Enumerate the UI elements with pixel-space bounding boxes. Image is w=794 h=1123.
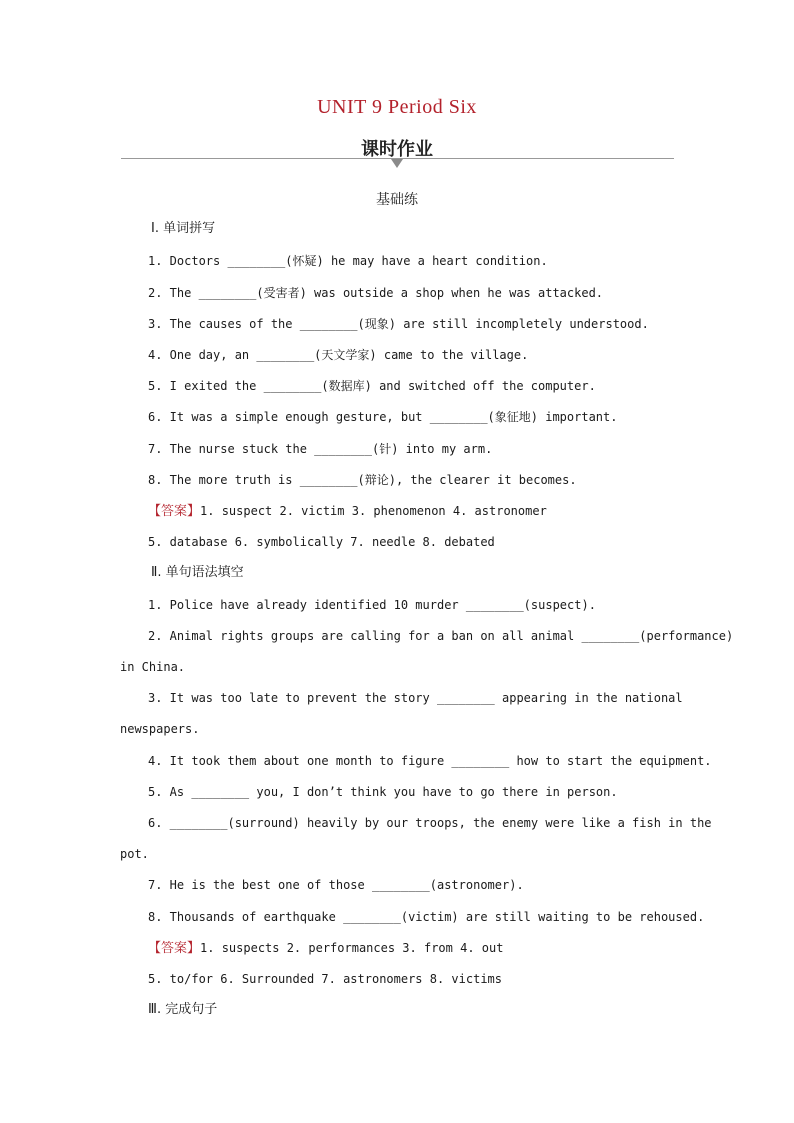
part2-answer-cont: 5. to/for 6. Surrounded 7. astronomers 8. victims — [148, 972, 503, 986]
part1-item-2: 2. The ________(受害者) was outside a shop when he was attacked. — [148, 286, 604, 300]
part2-item-3-cont: newspapers. — [120, 722, 200, 736]
part2-item-6-cont: pot. — [120, 847, 149, 861]
part2-item-6: 6. ________(surround) heavily by our troops, the enemy were like a fish in the — [148, 816, 712, 830]
part1-item-7: 7. The nurse stuck the ________(针) into my arm. — [148, 442, 493, 456]
part1-item-5: 5. I exited the ________(数据库) and switched off the computer. — [148, 379, 596, 393]
part2-item-1: 1. Police have already identified 10 murder ________(suspect). — [148, 598, 596, 612]
part2-heading: Ⅱ. 单句语法填空 — [151, 565, 244, 580]
part2-item-2-cont: in China. — [120, 660, 186, 674]
part2-item-3: 3. It was too late to prevent the story ________ appearing in the national — [148, 691, 683, 705]
part1-item-6: 6. It was a simple enough gesture, but ________(象征地) important. — [148, 410, 618, 424]
answer-label: 【答案】 — [148, 941, 201, 956]
part2-answer — [148, 940, 503, 957]
answer-text: 1. suspect 2. victim 3. phenomenon 4. astronomer — [200, 504, 547, 518]
part1-item-3: 3. The causes of the ________(现象) are still incompletely understood. — [148, 317, 649, 331]
part3-heading: Ⅲ. 完成句子 — [148, 1002, 218, 1017]
part1-item-8: 8. The more truth is ________(辩论), the clearer it becomes. — [148, 473, 577, 487]
part1-heading: Ⅰ. 单词拼写 — [151, 221, 216, 236]
part1-answer-cont: 5. database 6. symbolically 7. needle 8. debated — [148, 535, 495, 549]
part2-item-8: 8. Thousands of earthquake ________(victim) are still waiting to be rehoused. — [148, 910, 705, 924]
page-subtitle: 课时作业 — [361, 139, 433, 160]
answer-text: 1. suspects 2. performances 3. from 4. out — [200, 941, 504, 955]
part1-item-4: 4. One day, an ________(天文学家) came to the village. — [148, 348, 529, 362]
answer-label: 【答案】 — [148, 504, 201, 519]
part1-answer — [148, 503, 547, 520]
part2-item-7: 7. He is the best one of those ________(astronomer). — [148, 878, 524, 892]
part2-item-4: 4. It took them about one month to figure ________ how to start the equipment. — [148, 754, 712, 768]
part1-item-1: 1. Doctors ________(怀疑) he may have a heart condition. — [148, 254, 548, 268]
page-title: UNIT 9 Period Six — [317, 96, 477, 118]
part2-item-5: 5. As ________ you, I don’t think you have to go there in person. — [148, 785, 618, 799]
triangle-marker-icon — [391, 159, 403, 168]
part2-item-2: 2. Animal rights groups are calling for a ban on all animal ________(performance) — [148, 629, 734, 643]
section-title: 基础练 — [376, 192, 418, 208]
